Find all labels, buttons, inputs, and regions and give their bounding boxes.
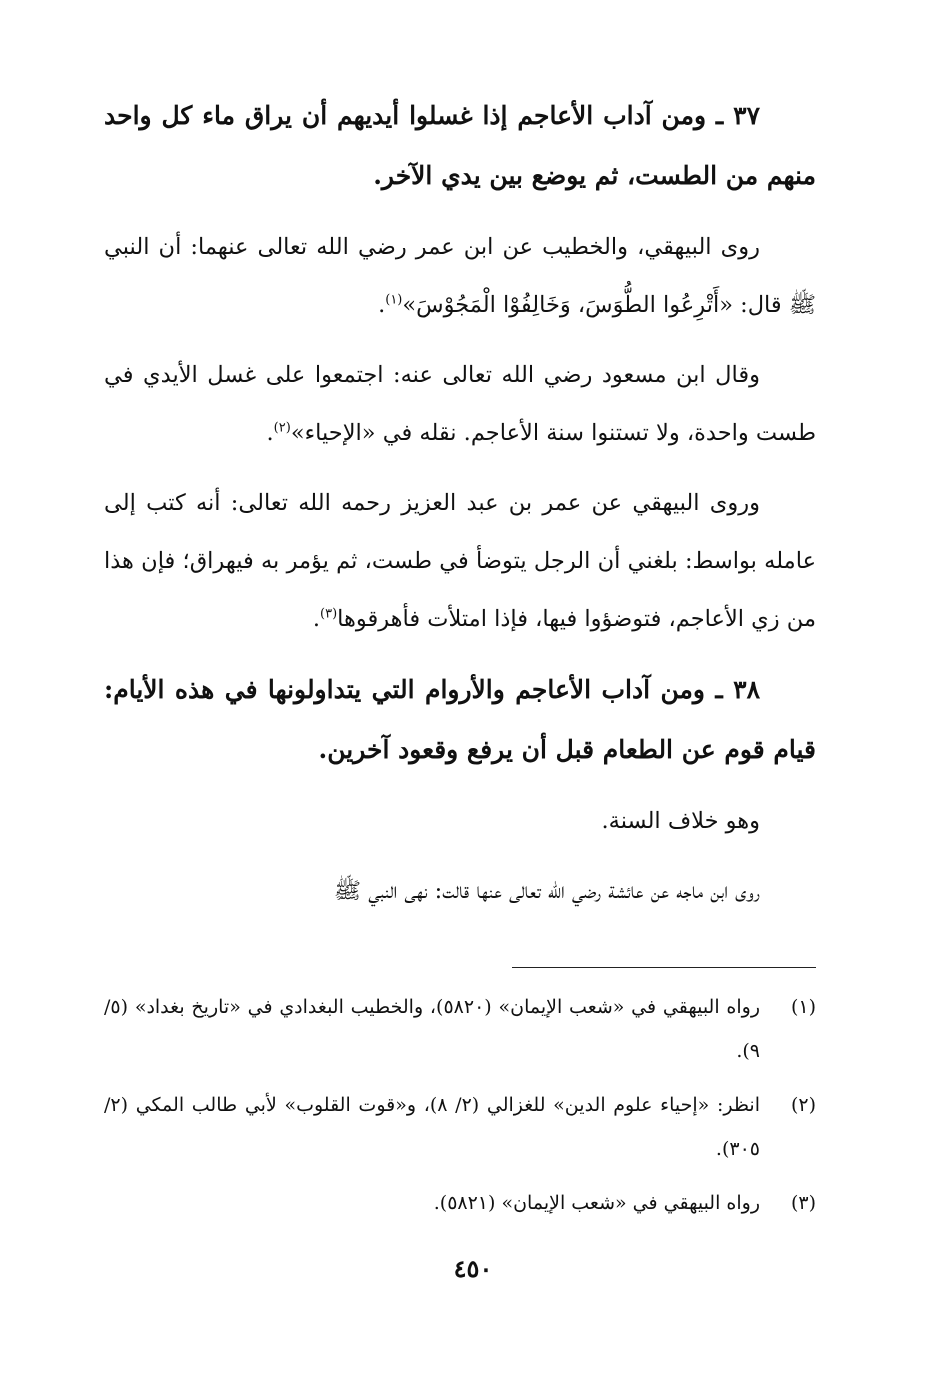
paragraph-bayhaqi-ibn-umar bbox=[104, 218, 816, 334]
footnotes bbox=[104, 985, 816, 1235]
footnote-text: رواه البيهقي في «شعب الإيمان» (٥٨٢١). bbox=[433, 1192, 760, 1214]
footnote-number: (١) bbox=[790, 996, 816, 1018]
paragraph-end: . bbox=[266, 420, 274, 446]
footnote-number: (٣) bbox=[790, 1192, 816, 1214]
section-heading-37: ٣٧ ـ ومن آداب الأعاجم إذا غسلوا أيديهم أن يراق ماء كل واحد منهم من الطست، ثم يوضع بين يدي الآخر. bbox=[104, 101, 816, 190]
main-text bbox=[104, 86, 816, 932]
footnote-text: رواه البيهقي في «شعب الإيمان» (٥٨٢٠)، والخطيب البغدادي في «تاريخ بغداد» (٥/ ٩). bbox=[104, 996, 760, 1062]
footnote-separator bbox=[512, 967, 816, 968]
paragraph-end: . bbox=[378, 292, 386, 318]
footnote-2 bbox=[104, 1083, 816, 1171]
paragraph-text: وقال ابن مسعود رضي الله تعالى عنه: اجتمعوا على غسل الأيدي في طست واحدة، ولا تستنوا سنة الأعاجم. نقله في «الإحياء» bbox=[104, 362, 816, 446]
section-heading-38: ٣٨ ـ ومن آداب الأعاجم والأروام التي يتداولونها في هذه الأيام: قيام قوم عن الطعام قبل أن يرفع وقعود آخرين. bbox=[104, 675, 816, 764]
paragraph-end: . bbox=[312, 606, 320, 632]
footnote-number: (٢) bbox=[790, 1094, 816, 1116]
footnote-ref-3[interactable]: (٣) bbox=[320, 606, 338, 622]
footnote-text: انظر: «إحياء علوم الدين» للغزالي (٢/ ٨)، و«قوت القلوب» لأبي طالب المكي (٢/ ٣٠٥). bbox=[104, 1094, 760, 1160]
footnote-3 bbox=[104, 1181, 816, 1225]
footnote-ref-2[interactable]: (٢) bbox=[273, 420, 291, 436]
paragraph-ibn-masud bbox=[104, 346, 816, 462]
paragraph-ibn-majah: روى ابن ماجه عن عائشة رضي الله تعالى عنها قالت: نهى النبي ﷺ bbox=[333, 878, 760, 904]
paragraph-against-sunnah: وهو خلاف السنة. bbox=[601, 808, 760, 834]
paragraph-text: روى البيهقي، والخطيب عن ابن عمر رضي الله تعالى عنهما: أن النبي ﷺ قال: «أَتْرِعُوا الطُّوَسَ، وَخَالِفُوْا الْمَجُوْسَ» bbox=[104, 234, 816, 318]
footnote-ref-1[interactable]: (١) bbox=[385, 292, 403, 308]
paragraph-umar-abdulaziz bbox=[104, 474, 816, 648]
page-number: ٤٥٠ bbox=[453, 1254, 493, 1283]
footnote-1 bbox=[104, 985, 816, 1073]
paragraph-text: وروى البيهقي عن عمر بن عبد العزيز رحمه الله تعالى: أنه كتب إلى عامله بواسط: بلغني أن الرجل يتوضأ في طست، ثم يؤمر به فيهراق؛ فإن هذا من زي الأعاجم، فتوضؤوا فيها، فإذا امتلأت فأهرقوها bbox=[104, 490, 816, 632]
